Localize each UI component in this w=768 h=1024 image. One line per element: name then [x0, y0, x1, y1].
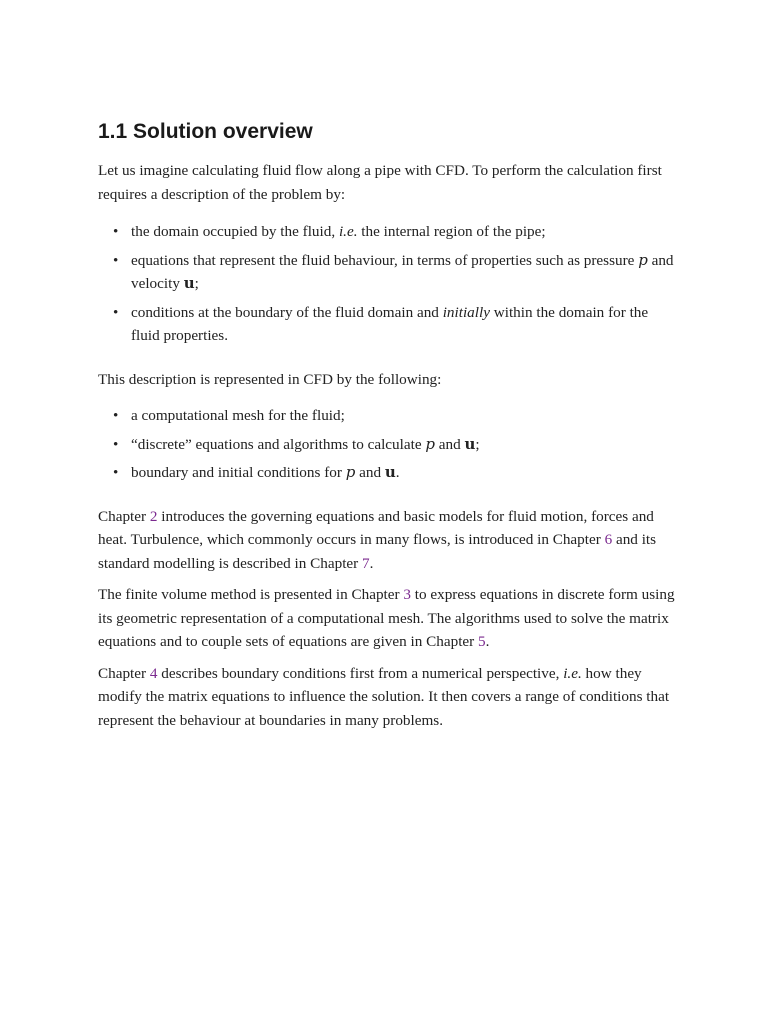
- problem-description-list: [98, 220, 678, 348]
- intro-text: Let us imagine calculating fluid flow along a pipe with CFD. To perform the calculation first requires a description of the problem by:: [98, 162, 662, 203]
- cfd-representation-list: [98, 404, 678, 485]
- chapter-link-6[interactable]: 6: [604, 531, 613, 548]
- velocity-symbol: u: [183, 274, 195, 292]
- chapter-link-4[interactable]: 4: [149, 664, 158, 682]
- chapter-link-5[interactable]: 5: [478, 633, 486, 650]
- chapter-link-2[interactable]: 2: [149, 507, 158, 525]
- bullet: •: [113, 464, 119, 481]
- section-heading: 1.1 Solution overview: [98, 120, 313, 143]
- intro-paragraph: [98, 159, 678, 206]
- finite-volume-paragraph: The finite volume method is presented in Chapter 3 to express equations in discrete form using its geometric representation of a computational mesh. The algorithms used to solve the matrix equations and to couple sets of equations are given in Chapter 5.: [98, 586, 675, 650]
- bullet: •: [113, 435, 119, 453]
- list-item: • the domain occupied by the fluid, i.e. the internal region of the pipe;: [98, 220, 678, 244]
- pressure-symbol: p: [638, 250, 648, 269]
- ie-abbrev: i.e.: [563, 664, 582, 682]
- bullet: •: [113, 407, 119, 424]
- ie-abbrev: i.e.: [338, 223, 358, 240]
- velocity-symbol: u: [464, 434, 476, 453]
- velocity-symbol: u: [384, 463, 396, 481]
- document-page: [98, 118, 678, 732]
- transition-paragraph: This description is represented in CFD by the following:: [98, 370, 442, 388]
- list-item: • equations that represent the fluid behaviour, in terms of properties such as pressure p and velocity u;: [113, 250, 674, 292]
- list-item: • conditions at the boundary of the fluid domain and initially within the domain for the fluid properties.: [98, 301, 678, 348]
- bullet: •: [113, 223, 119, 240]
- pressure-symbol: p: [345, 463, 356, 481]
- bullet: •: [113, 251, 119, 269]
- chapter-overview-paragraph: Chapter 2 introduces the governing equations and basic models for fluid motion, forces and heat. Turbulence, which commonly occurs in many flows, is introduced in Chapter 6 and its standard modelling is described in Chapter 7.: [98, 507, 657, 572]
- list-item: • boundary and initial conditions for p and u.: [98, 461, 678, 485]
- pressure-symbol: p: [425, 434, 435, 453]
- list-item: • “discrete” equations and algorithms to calculate p and u;: [98, 433, 678, 457]
- chapter-link-3[interactable]: 3: [403, 586, 411, 603]
- chapter-link-7[interactable]: 7: [362, 554, 370, 572]
- bullet: •: [113, 303, 119, 321]
- initially-emphasis: initially: [442, 303, 490, 321]
- boundary-conditions-paragraph: Chapter 4 describes boundary conditions first from a numerical perspective, i.e. how they modify the matrix equations to influence the solution. It then covers a range of conditions that represent the behaviour at boundaries in many problems.: [98, 664, 670, 729]
- list-item: • a computational mesh for the fluid;: [98, 404, 678, 428]
